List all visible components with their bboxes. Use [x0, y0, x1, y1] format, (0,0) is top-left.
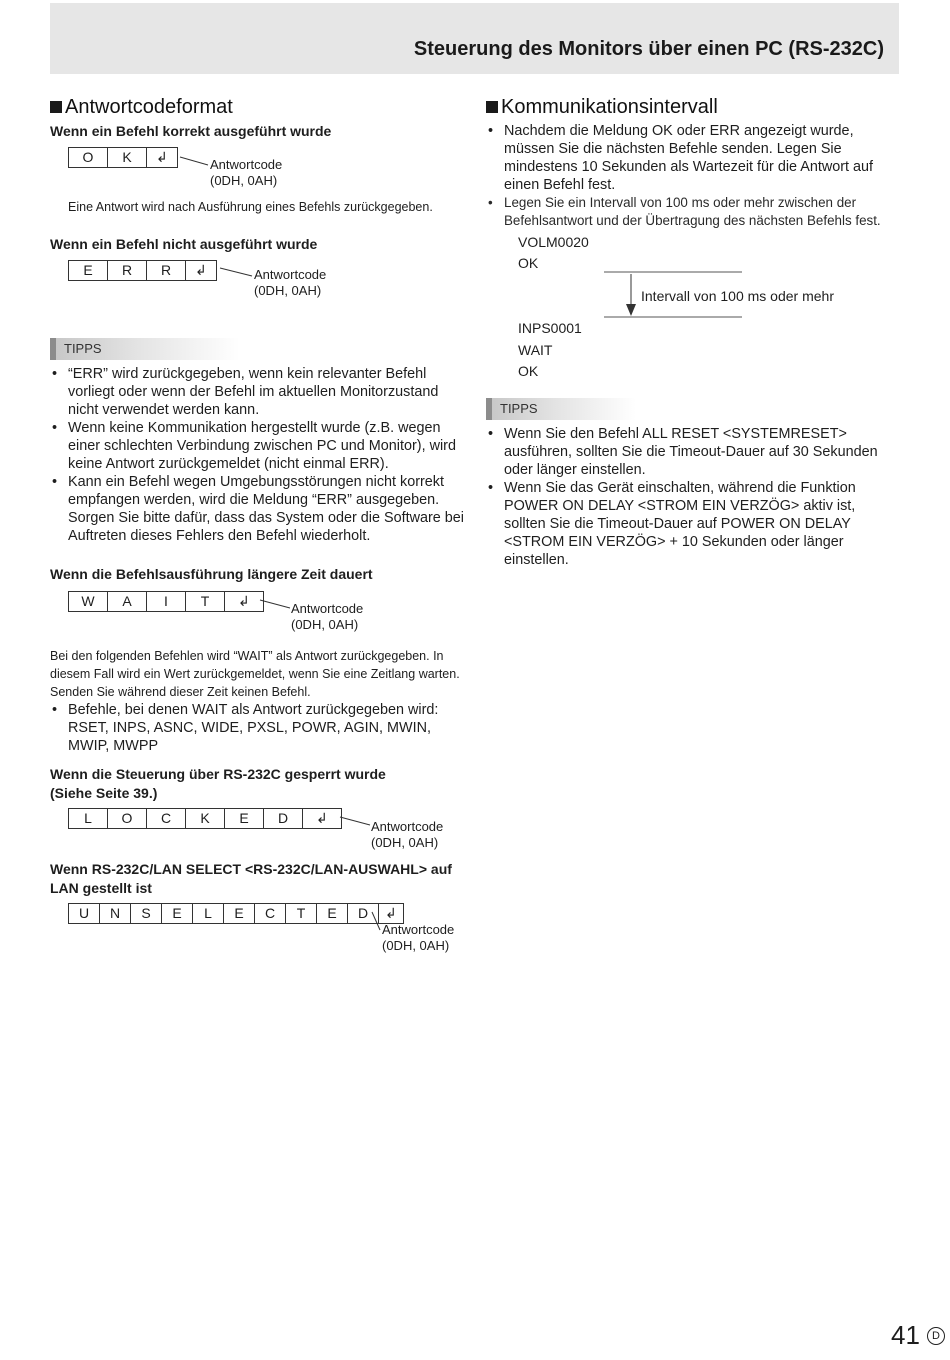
connector-line: [220, 266, 254, 278]
code-label-hex: (0DH, 0AH): [291, 617, 359, 632]
ok-code-row: [68, 147, 178, 168]
seq-command-1: VOLM0020: [518, 234, 589, 250]
ok-code-label: [210, 157, 282, 189]
list-item: • Wenn keine Kommunikation hergestellt wurde (z.B. wegen einer schlechten Verbindung zwischen PC und Monitor), wird keine Antwort zurückgemeldet (nicht einmal ERR).: [50, 419, 468, 473]
wait-list: [50, 701, 468, 755]
code-cell: E: [68, 260, 108, 281]
interval-list: [486, 122, 896, 230]
tipps-list: [50, 365, 468, 545]
code-cell: E: [224, 808, 264, 829]
section-title: Kommunikationsintervall: [501, 96, 718, 118]
code-cell: L: [68, 808, 108, 829]
code-label-hex: (0DH, 0AH): [254, 283, 322, 298]
language-badge: D: [927, 1327, 945, 1345]
ok-heading: Wenn ein Befehl korrekt ausgeführt wurde: [50, 123, 332, 139]
code-cell: U: [68, 903, 100, 924]
code-cell: T: [285, 903, 317, 924]
list-item: • Nachdem die Meldung OK oder ERR angezeigt wurde, müssen Sie die nächsten Befehle senden. Legen Sie mindestens 10 Sekunden als Wartezeit für die Antwort auf einen Befehl fest.: [486, 122, 896, 194]
code-label-text: Antwortcode: [382, 922, 455, 937]
code-cell: W: [68, 591, 108, 612]
code-cell: D: [263, 808, 303, 829]
code-label-text: Antwortcode: [371, 819, 444, 834]
code-cell: O: [68, 147, 108, 168]
unselected-heading-line: Wenn RS-232C/LAN SELECT <RS-232C/LAN-AUSWAHL> auf: [50, 861, 452, 877]
tipps-list: [486, 425, 898, 569]
list-item: • Legen Sie ein Intervall von 100 ms oder mehr zwischen der Befehlsantwort und der Übertragung des nächsten Befehls fest.: [486, 194, 896, 230]
code-cell: E: [223, 903, 255, 924]
code-cell: E: [161, 903, 193, 924]
tipps-badge: TIPPS: [50, 338, 240, 360]
wait-note: Bei den folgenden Befehlen wird “WAIT” als Antwort zurückgegeben. In diesem Fall wird ein Wert zurückgemeldet, wenn Sie eine Zeitlang warten. Senden Sie während dieser Zeit keinen Befehl.: [50, 649, 460, 699]
locked-heading-line: Wenn die Steuerung über RS-232C gesperrt wurde: [50, 766, 386, 782]
code-cell: K: [185, 808, 225, 829]
unselected-heading: [50, 860, 452, 898]
err-heading: Wenn ein Befehl nicht ausgeführt wurde: [50, 236, 318, 252]
return-cell: ↲: [146, 147, 178, 168]
page-header: [50, 3, 899, 74]
code-label-hex: (0DH, 0AH): [210, 173, 278, 188]
code-cell: D: [347, 903, 379, 924]
list-item: • “ERR” wird zurückgegeben, wenn kein relevanter Befehl vorliegt oder wenn der Befehl im aktuellen Monitorzustand nicht verwendet werden kann.: [50, 365, 468, 419]
list-item: • Befehle, bei denen WAIT als Antwort zurückgegeben wird: RSET, INPS, ASNC, WIDE, PXSL, POWR, AGIN, MWIN, MWIP, MWPP: [50, 701, 468, 755]
seq-response-3: OK: [518, 363, 539, 379]
section-kommunikationsintervall: [486, 95, 718, 119]
connector-line: [260, 598, 292, 610]
section-title: Antwortcodeformat: [65, 96, 233, 118]
section-marker-icon: [486, 101, 498, 113]
return-cell: ↲: [378, 903, 404, 924]
code-label-hex: (0DH, 0AH): [382, 938, 450, 953]
code-cell: T: [185, 591, 225, 612]
code-cell: N: [99, 903, 131, 924]
code-label-text: Antwortcode: [210, 157, 283, 172]
return-cell: ↲: [302, 808, 342, 829]
code-cell: L: [192, 903, 224, 924]
code-label-text: Antwortcode: [291, 601, 364, 616]
connector-line: [180, 155, 210, 167]
seq-command-2: INPS0001: [518, 320, 582, 336]
code-cell: I: [146, 591, 186, 612]
page-number: 41: [891, 1320, 920, 1350]
list-item: • Kann ein Befehl wegen Umgebungsstörungen nicht korrekt empfangen werden, wird die Meldung “ERR” ausgegeben. Sorgen Sie bitte dafür, dass das System oder die Software bei Auftreten dieses Fehlers den Befehl wiederholt.: [50, 473, 468, 545]
code-cell: K: [107, 147, 147, 168]
tipps-badge: TIPPS: [486, 398, 636, 420]
unselected-heading-line: LAN gestellt ist: [50, 880, 152, 896]
page-title: Steuerung des Monitors über einen PC (RS-232C): [413, 38, 884, 60]
locked-heading: [50, 765, 386, 803]
code-cell: C: [254, 903, 286, 924]
code-cell: A: [107, 591, 147, 612]
code-cell: O: [107, 808, 147, 829]
code-cell: R: [146, 260, 186, 281]
ok-note: Eine Antwort wird nach Ausführung eines Befehls zurückgegeben.: [68, 200, 433, 214]
code-cell: R: [107, 260, 147, 281]
interval-label: Intervall von 100 ms oder mehr: [641, 288, 834, 304]
connector-line: [340, 815, 372, 827]
wait-code-row: [68, 591, 264, 612]
wait-code-label: [291, 601, 363, 633]
code-cell: E: [316, 903, 348, 924]
unselected-code-label: [382, 922, 454, 954]
locked-code-label: [371, 819, 443, 851]
section-antwortcodeformat: [50, 95, 233, 119]
list-item: • Wenn Sie das Gerät einschalten, während die Funktion POWER ON DELAY <STROM EIN VERZÖG> aktiv ist, sollten Sie die Timeout-Dauer auf POWER ON DELAY <STROM EIN VERZÖG> + 10 Sekunden oder länger einstellen.: [486, 479, 898, 569]
code-cell: S: [130, 903, 162, 924]
err-code-label: [254, 267, 326, 299]
code-label-text: Antwortcode: [254, 267, 327, 282]
code-label-hex: (0DH, 0AH): [371, 835, 439, 850]
list-item: • Wenn Sie den Befehl ALL RESET <SYSTEMRESET> ausführen, sollten Sie die Timeout-Dauer auf 30 Sekunden oder länger einstellen.: [486, 425, 898, 479]
seq-response-2: WAIT: [518, 342, 553, 358]
locked-heading-ref: (Siehe Seite 39.): [50, 785, 158, 801]
err-code-row: [68, 260, 217, 281]
return-cell: ↲: [224, 591, 264, 612]
code-cell: C: [146, 808, 186, 829]
return-cell: ↲: [185, 260, 217, 281]
unselected-code-row: [68, 903, 404, 924]
seq-response-1: OK: [518, 255, 539, 271]
locked-code-row: [68, 808, 342, 829]
wait-heading: Wenn die Befehlsausführung längere Zeit dauert: [50, 566, 373, 582]
section-marker-icon: [50, 101, 62, 113]
